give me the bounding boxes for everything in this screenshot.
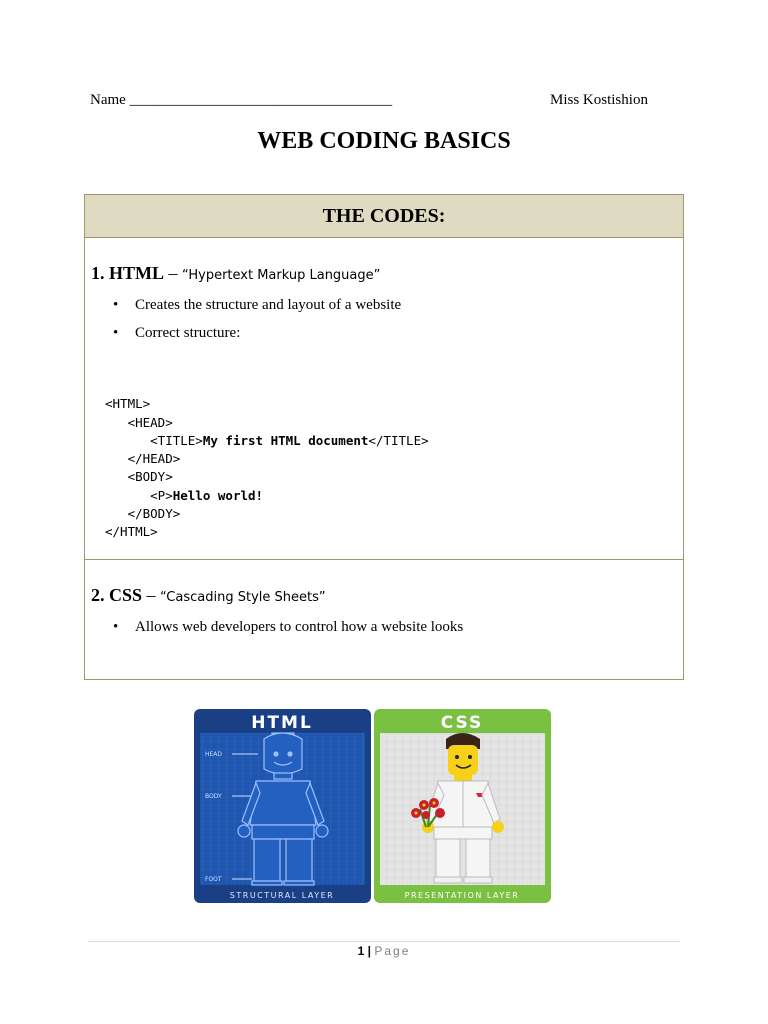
name-field-label: Name ___________________________________ bbox=[90, 92, 393, 108]
code-line: <HEAD> bbox=[105, 414, 173, 430]
page-footer bbox=[0, 944, 768, 958]
code-line: <P>Hello world! bbox=[105, 487, 264, 503]
html-dash: – bbox=[164, 263, 183, 283]
css-section-heading bbox=[91, 585, 326, 606]
list-item bbox=[113, 325, 240, 342]
css-expansion: “Cascading Style Sheets” bbox=[160, 590, 326, 605]
html-bullet-1: Creates the structure and layout of a website bbox=[135, 297, 402, 313]
section-divider bbox=[85, 559, 683, 560]
code-line: <BODY> bbox=[105, 469, 173, 485]
html-css-lego-illustration bbox=[194, 709, 551, 903]
footer-separator: | bbox=[364, 944, 375, 958]
css-panel-caption: PRESENTATION LAYER bbox=[404, 891, 520, 900]
html-bullet-2: Correct structure: bbox=[135, 325, 241, 341]
codes-table-heading: THE CODES: bbox=[85, 195, 683, 238]
bullet-icon: • bbox=[113, 297, 119, 313]
label-foot: FOOT bbox=[205, 876, 222, 883]
css-dash: – bbox=[142, 585, 161, 605]
css-bullet-1: Allows web developers to control how a website looks bbox=[135, 619, 464, 635]
code-line: </HEAD> bbox=[105, 451, 181, 467]
css-section-title: 2. CSS bbox=[91, 585, 143, 605]
list-item bbox=[113, 619, 463, 636]
bullet-icon: • bbox=[113, 619, 119, 635]
codes-table bbox=[84, 194, 684, 680]
html-expansion: “Hypertext Markup Language” bbox=[182, 268, 381, 283]
page-title: WEB CODING BASICS bbox=[257, 128, 511, 154]
page-number: 1 bbox=[357, 944, 365, 958]
html-section-heading bbox=[91, 263, 380, 284]
code-line: <HTML> bbox=[105, 396, 151, 412]
code-line: </BODY> bbox=[105, 506, 181, 522]
list-item bbox=[113, 297, 401, 314]
label-head: HEAD bbox=[205, 751, 223, 758]
html-panel-caption: STRUCTURAL LAYER bbox=[229, 891, 335, 900]
html-code-sample bbox=[105, 377, 429, 578]
html-section-title: 1. HTML bbox=[91, 263, 165, 283]
page-word: Page bbox=[374, 944, 411, 958]
footer-divider bbox=[88, 941, 680, 942]
code-line: <TITLE>My first HTML document</TITLE> bbox=[105, 432, 429, 448]
html-panel bbox=[194, 709, 371, 903]
css-panel-title: CSS bbox=[440, 713, 484, 733]
css-panel bbox=[374, 709, 551, 903]
bullet-icon: • bbox=[113, 325, 119, 341]
html-panel-title: HTML bbox=[251, 713, 313, 733]
label-body: BODY bbox=[205, 793, 222, 800]
teacher-name: Miss Kostishion bbox=[550, 92, 648, 108]
code-line: </HTML> bbox=[105, 524, 158, 540]
